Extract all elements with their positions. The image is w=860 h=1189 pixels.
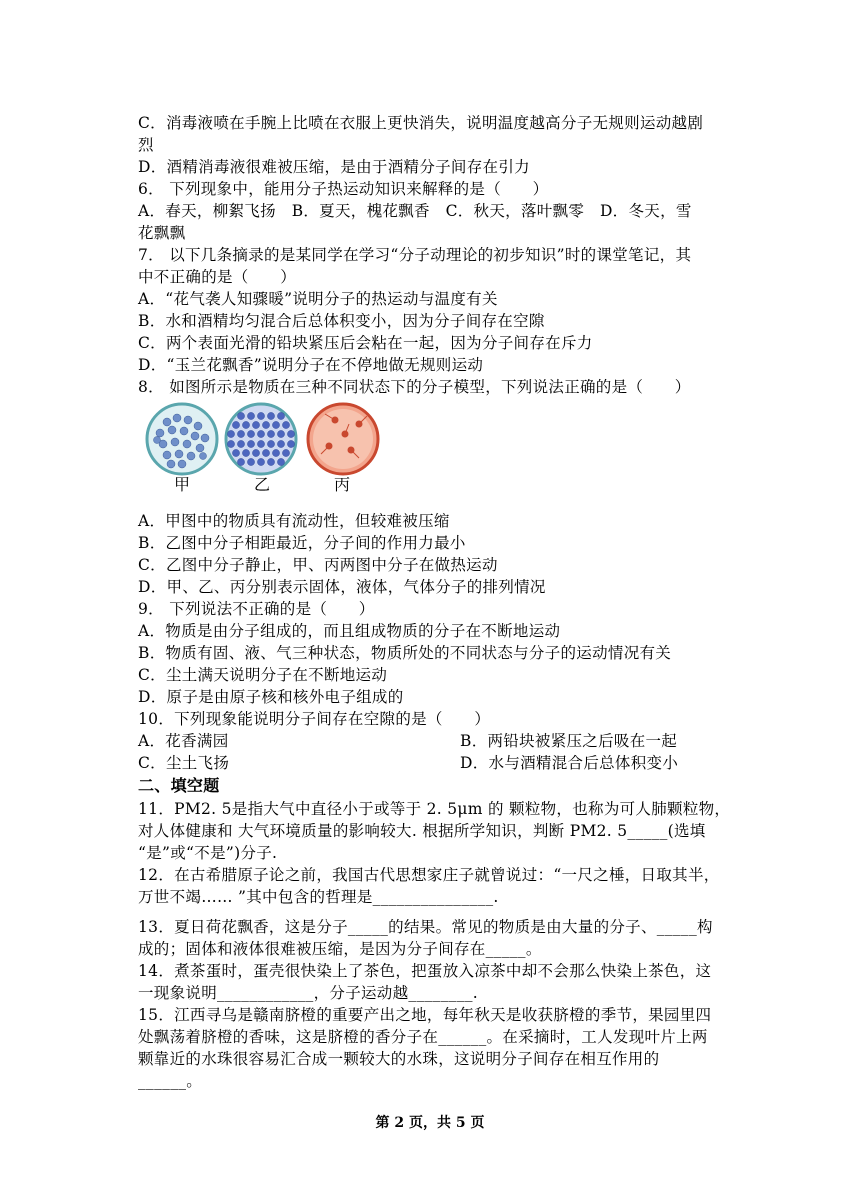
text-line: 烈 xyxy=(138,136,154,154)
option-d: D．水与酒精混合后总体积变小 xyxy=(460,754,679,772)
option-b: B．乙图中分子相距最近，分子间的作用力最小 xyxy=(138,534,466,552)
option-d: D．原子是由原子核和核外电子组成的 xyxy=(138,688,404,706)
option-b: B．两铅块被紧压之后吸在一起 xyxy=(460,732,678,750)
option-a: A．花香满园 xyxy=(138,732,229,750)
question-6: 6． 下列现象中，能用分子热运动知识来解释的是（ ） xyxy=(138,180,549,198)
option-a: A．“花气袭人知骤暖”说明分子的热运动与温度有关 xyxy=(138,290,498,308)
text-line: 处飘荡着脐橙的香味，这是脐橙的香分子在______。在采摘时，工人发现叶片上两 xyxy=(138,1028,708,1046)
solid-model-icon xyxy=(226,404,296,474)
option-c: C．尘土满天说明分子在不断地运动 xyxy=(138,666,388,684)
option-c: C．乙图中分子静止，甲、丙两图中分子在做热运动 xyxy=(138,556,498,574)
option-d: D．“玉兰花飘香”说明分子在不停地做无规则运动 xyxy=(138,356,484,374)
text-line: 万世不竭…… ”其中包含的哲理是_______________. xyxy=(138,888,499,906)
gas-model-icon xyxy=(308,404,378,474)
option-a: A．甲图中的物质具有流动性，但较难被压缩 xyxy=(138,512,450,530)
question-9: 9． 下列说法不正确的是（ ） xyxy=(138,600,375,618)
figure-label-jia: 甲 xyxy=(174,475,191,494)
question-8: 8． 如图所示是物质在三种不同状态下的分子模型，下列说法正确的是（ ） xyxy=(138,378,691,396)
question-7: 7． 以下几条摘录的是某同学在学习“分子动理论的初步知识”时的课堂笔记，其 xyxy=(138,246,692,264)
section-heading-fill-blank: 二、填空题 xyxy=(138,776,220,795)
text-line: 颗靠近的水珠很容易汇合成一颗较大的水珠，这说明分子间存在相互作用的 xyxy=(138,1050,660,1068)
text-line: 中不正确的是（ ） xyxy=(138,268,297,286)
question-6-options: A．春天，柳絮飞扬 B．夏天，槐花飘香 C．秋天，落叶飘零 D．冬天，雪 xyxy=(138,202,692,220)
figure-label-yi: 乙 xyxy=(254,475,271,494)
option-c: C．两个表面光滑的铅块紧压后会粘在一起，因为分子间存在斥力 xyxy=(138,334,593,352)
option-c: C．尘土飞扬 xyxy=(138,754,230,772)
page-footer: 第 2 页，共 5 页 xyxy=(375,1115,485,1131)
text-line: 一现象说明____________，分子运动越________. xyxy=(138,984,479,1002)
text-line: “是”或“不是”)分子. xyxy=(138,844,278,862)
text-line: 花飘飘 xyxy=(138,224,186,242)
option-a: A．物质是由分子组成的，而且组成物质的分子在不断地运动 xyxy=(138,622,561,640)
question-15: 15．江西寻乌是赣南脐橙的重要产出之地，每年秋天是收获脐橙的季节，果园里四 xyxy=(138,1006,712,1024)
option-b: B．物质有固、液、气三种状态，物质所处的不同状态与分子的运动情况有关 xyxy=(138,644,672,662)
question-11: 11．PM2. 5是指大气中直径小于或等于 2. 5μm 的 颗粒物，也称为可人肺颗粒物， xyxy=(138,800,731,818)
liquid-model-icon xyxy=(147,404,217,474)
text-line: 成的；固体和液体很难被压缩，是因为分子间存在_____。 xyxy=(138,940,542,958)
question-13: 13．夏日荷花飘香，这是分子_____的结果。常见的物质是由大量的分子、_____构 xyxy=(138,918,713,936)
text-line: 对人体健康和 大气环境质量的影响较大. 根据所学知识，判断 PM2. 5_____(选填 xyxy=(138,822,706,840)
figure-label-bing: 丙 xyxy=(334,475,351,494)
question-14: 14．煮茶蛋时，蛋壳很快染上了茶色，把蛋放入凉茶中却不会那么快染上茶色，这 xyxy=(138,962,712,980)
text-line: C．消毒液喷在手腕上比喷在衣服上更快消失，说明温度越高分子无规则运动越剧 xyxy=(138,114,704,132)
text-line: ______。 xyxy=(138,1072,203,1090)
option-d: D．甲、乙、丙分别表示固体，液体，气体分子的排列情况 xyxy=(138,578,546,596)
question-12: 12．在古希腊原子论之前，我国古代思想家庄子就曾说过：“一尺之棰，日取其半， xyxy=(138,866,720,884)
question-10: 10．下列现象能说明分子间存在空隙的是（ ） xyxy=(138,710,491,728)
text-line: D．酒精消毒液很难被压缩，是由于酒精分子间存在引力 xyxy=(138,158,530,176)
option-b: B．水和酒精均匀混合后总体积变小，因为分子间存在空隙 xyxy=(138,312,545,330)
